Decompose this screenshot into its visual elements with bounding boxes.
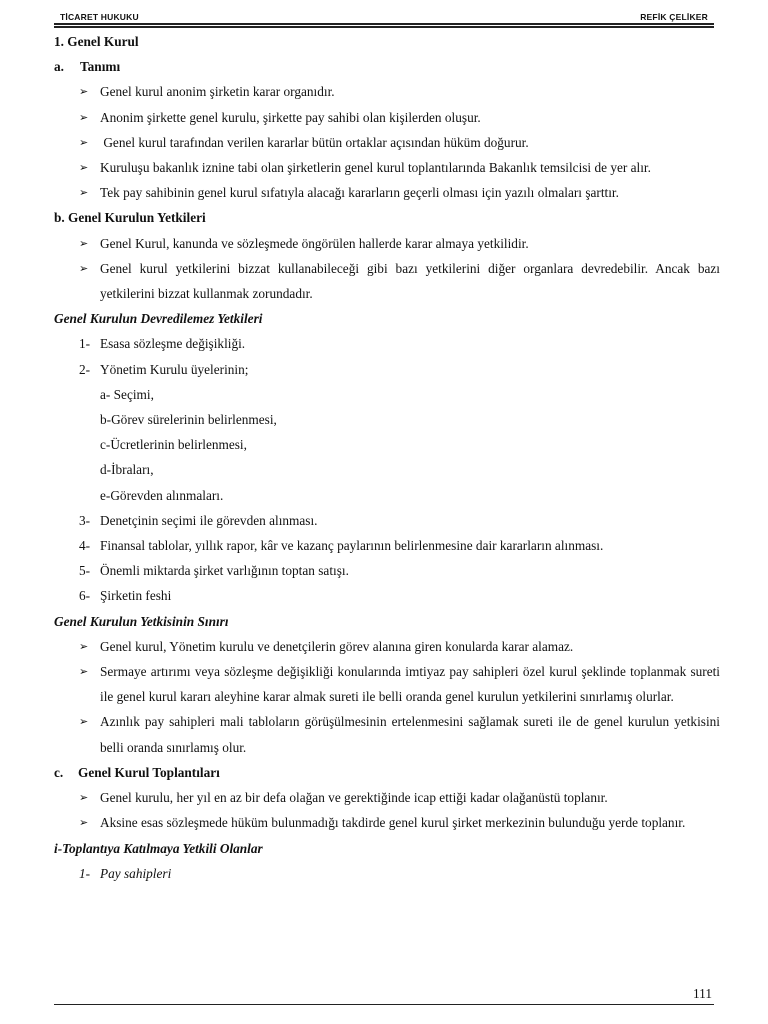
arrow-bullet-icon: ➢	[79, 135, 89, 149]
section-b-heading: b. Genel Kurulun Yetkileri	[54, 210, 206, 226]
arrow-bullet-icon: ➢	[79, 261, 89, 275]
list-item: ➢ Genel kurul, Yönetim kurulu ve denetçilerin görev alanına giren konularda karar alamaz.	[54, 634, 720, 659]
page-number: 111	[693, 986, 712, 1001]
arrow-bullet-icon: ➢	[79, 161, 89, 175]
list-item: ➢ Azınlık pay sahipleri mali tabloların görüşülmesinin ertelenmesini sağlamak sureti ile de genel kurulun yetkisini belli oranda sınırlamış olur.	[54, 709, 720, 759]
section-c-title: Genel Kurul Toplantıları	[78, 764, 220, 780]
arrow-bullet-icon: ➢	[79, 791, 89, 805]
list-item: ➢ Genel Kurul, kanunda ve sözleşmede öngörülen hallerde karar almaya yetkilidir.	[54, 231, 720, 256]
list-item: ➢ Genel kurul anonim şirketin karar organıdır.	[54, 79, 720, 104]
numbered-item: 4- Finansal tablolar, yıllık rapor, kâr ve kazanç paylarının belirlenmesine dair kararların alınması.	[79, 538, 604, 554]
list-item: ➢ Sermaye artırımı veya sözleşme değişikliği konularında imtiyaz pay sahipleri özel kurul şeklinde toplanmak sureti ile genel kurul kararı aleyhine karar almak sureti ile belli oranda genel kurulun yetkilerini sınırlamış olurlar.	[54, 659, 720, 709]
arrow-bullet-icon: ➢	[79, 665, 89, 679]
sub-item: b-Görev sürelerinin belirlenmesi,	[100, 412, 277, 428]
header-rule-top	[54, 23, 714, 25]
header-course-title: TİCARET HUKUKU	[60, 12, 139, 22]
list-item: ➢ Genel kurulu, her yıl en az bir defa olağan ve gerektiğinde icap ettiği kadar olağanüstü toplanır.	[54, 785, 720, 810]
devredilemez-heading: Genel Kurulun Devredilemez Yetkileri	[54, 311, 263, 327]
section-a-label: a.	[54, 59, 64, 75]
section-c-label: c.	[54, 764, 64, 780]
arrow-bullet-icon: ➢	[79, 85, 89, 99]
arrow-bullet-icon: ➢	[79, 639, 89, 653]
arrow-bullet-icon: ➢	[79, 110, 89, 124]
footer-rule	[54, 1004, 714, 1005]
arrow-bullet-icon: ➢	[79, 715, 89, 729]
header-rule-bottom	[54, 26, 714, 28]
numbered-item: 1- Pay sahipleri	[79, 865, 172, 881]
numbered-item: 5- Önemli miktarda şirket varlığının toptan satışı.	[79, 563, 349, 579]
list-item: ➢ Aksine esas sözleşmede hüküm bulunmadığı takdirde genel kurul şirket merkezinin bulunduğu yerde toplanır.	[54, 810, 720, 835]
list-item: ➢ Genel kurul yetkilerini bizzat kullanabileceği gibi bazı yetkilerini diğer organlara devredebilir. Ancak bazı yetkilerini bizzat kullanmak zorundadır.	[54, 256, 720, 306]
list-item: ➢ Genel kurul tarafından verilen kararlar bütün ortaklar açısından hüküm doğurur.	[54, 130, 720, 155]
sinir-heading: Genel Kurulun Yetkisinin Sınırı	[54, 613, 229, 629]
katilma-heading: i-Toplantıya Katılmaya Yetkili Olanlar	[54, 840, 263, 856]
section-title: 1. Genel Kurul	[54, 34, 139, 49]
sub-item: a- Seçimi,	[100, 386, 154, 402]
section-a-title: Tanımı	[80, 59, 121, 75]
section-a-heading	[54, 54, 720, 79]
list-item: ➢ Anonim şirkette genel kurulu, şirkette pay sahibi olan kişilerden oluşur.	[54, 105, 720, 130]
numbered-item: 1- Esasa sözleşme değişikliği.	[79, 336, 246, 352]
sub-item: c-Ücretlerinin belirlenmesi,	[100, 437, 247, 453]
numbered-item: 2- Yönetim Kurulu üyelerinin;	[79, 361, 249, 377]
sub-item: d-İbraları,	[100, 462, 154, 478]
sub-item: e-Görevden alınmaları.	[100, 487, 224, 503]
header-author: REFİK ÇELİKER	[640, 12, 708, 22]
numbered-item: 3- Denetçinin seçimi ile görevden alınması.	[79, 512, 318, 528]
arrow-bullet-icon: ➢	[79, 816, 89, 830]
list-item: ➢ Kuruluşu bakanlık iznine tabi olan şirketlerin genel kurul toplantılarında Bakanlık temsilcisi de yer alır.	[54, 155, 720, 180]
numbered-item: 6- Şirketin feshi	[79, 588, 172, 604]
arrow-bullet-icon: ➢	[79, 236, 89, 250]
section-c-heading	[54, 760, 720, 785]
page-content	[54, 29, 720, 886]
list-item: ➢ Tek pay sahibinin genel kurul sıfatıyla alacağı kararların geçerli olması için yazılı olmaları şarttır.	[54, 180, 720, 205]
arrow-bullet-icon: ➢	[79, 186, 89, 200]
